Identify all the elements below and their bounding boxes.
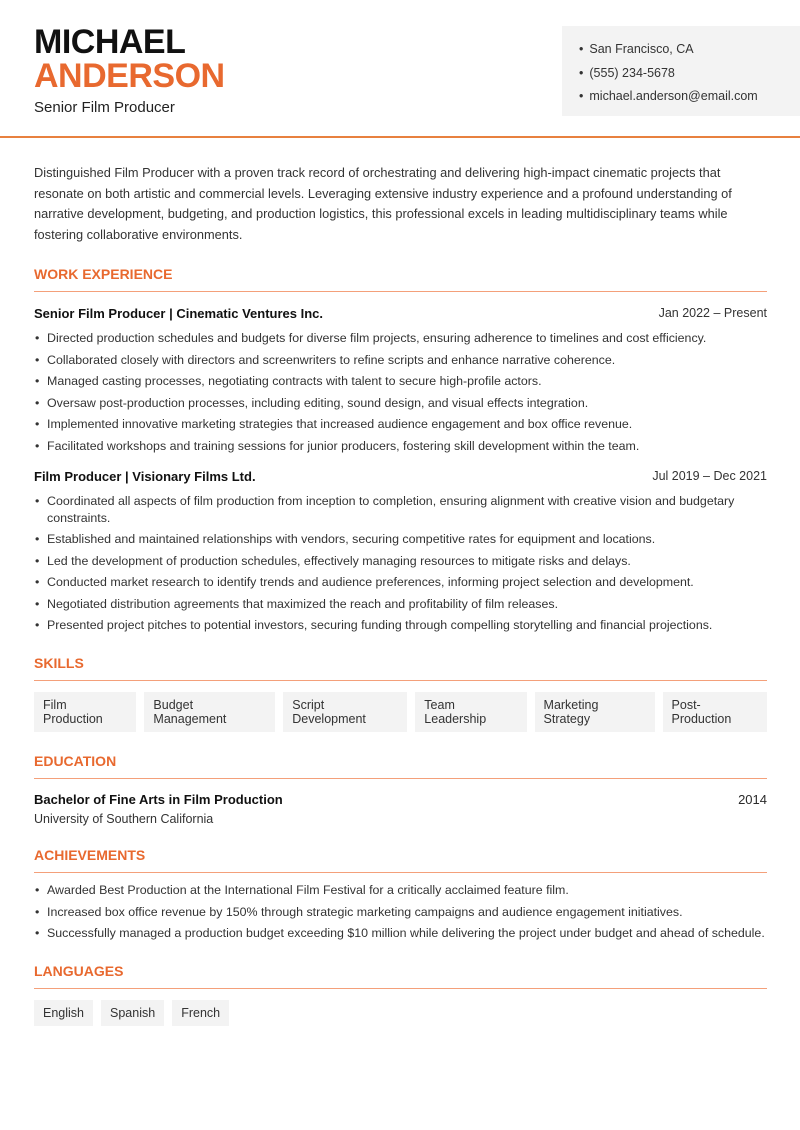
job-title: Senior Film Producer bbox=[34, 99, 175, 116]
list-item: • Coordinated all aspects of film production from inception to completion, ensuring alignment with creative vision and budgetary constraints. bbox=[34, 493, 767, 527]
contact-location: • San Francisco, CA bbox=[579, 38, 800, 62]
job-dates: Jul 2019 – Dec 2021 bbox=[652, 468, 767, 483]
contact-email: • michael.anderson@email.com bbox=[579, 85, 800, 109]
list-item: • Conducted market research to identify trends and audience preferences, informing project selection and development. bbox=[34, 574, 767, 591]
languages-list bbox=[34, 1000, 767, 1026]
job-header bbox=[34, 469, 767, 484]
list-item: • Increased box office revenue by 150% through strategic marketing campaigns and audience engagement initiatives. bbox=[34, 904, 767, 921]
list-item: • Directed production schedules and budgets for diverse film projects, ensuring adherence to timelines and cost efficiency. bbox=[34, 330, 767, 347]
degree: Bachelor of Fine Arts in Film Production bbox=[34, 792, 283, 808]
first-name: MICHAEL bbox=[34, 23, 186, 61]
section-title-education: EDUCATION bbox=[34, 753, 767, 779]
list-item: • Negotiated distribution agreements that maximized the reach and profitability of film releases. bbox=[34, 596, 767, 613]
education-entry bbox=[34, 792, 767, 807]
job-role: Senior Film Producer | Cinematic Ventures Inc. bbox=[34, 306, 323, 322]
job-dates: Jan 2022 – Present bbox=[658, 306, 767, 321]
list-item: • Awarded Best Production at the International Film Festival for a critically acclaimed feature film. bbox=[34, 882, 767, 899]
job-role: Film Producer | Visionary Films Ltd. bbox=[34, 468, 256, 484]
job-bullets bbox=[34, 330, 767, 455]
list-item: • Oversaw post-production processes, including editing, sound design, and visual effects integration. bbox=[34, 395, 767, 412]
list-item: • Established and maintained relationships with vendors, securing competitive rates for equipment and locations. bbox=[34, 531, 767, 548]
job-header bbox=[34, 306, 767, 321]
resume-header bbox=[0, 0, 800, 138]
list-item: • Presented project pitches to potential investors, securing funding through compelling storytelling and financial projections. bbox=[34, 617, 767, 634]
skill-tag: Team Leadership bbox=[415, 692, 526, 732]
job-bullets bbox=[34, 493, 767, 635]
skill-tag: Script Development bbox=[283, 692, 407, 732]
skill-tag: Marketing Strategy bbox=[535, 692, 655, 732]
list-item: • Led the development of production schedules, effectively managing resources to mitigate risks and delays. bbox=[34, 553, 767, 570]
skills-list bbox=[34, 692, 767, 732]
list-item: • Facilitated workshops and training sessions for junior producers, fostering skill development within the team. bbox=[34, 438, 767, 455]
skill-tag: Budget Management bbox=[144, 692, 275, 732]
contact-box bbox=[562, 26, 800, 116]
graduation-year: 2014 bbox=[738, 792, 767, 808]
summary: Distinguished Film Producer with a proven track record of orchestrating and delivering high-impact cinematic projects that resonate on both artistic and commercial levels. Leveraging extensive industry experience and a profound understanding of narrative development, budgeting, and production logistics, this professional excels in leading multidisciplinary teams while fostering collaborative environments. bbox=[34, 165, 732, 242]
language-tag: French bbox=[172, 1000, 229, 1026]
list-item: • Collaborated closely with directors and screenwriters to refine scripts and enhance narrative coherence. bbox=[34, 352, 767, 369]
section-title-achievements: ACHIEVEMENTS bbox=[34, 847, 767, 873]
skill-tag: Film Production bbox=[34, 692, 136, 732]
list-item: • Implemented innovative marketing strategies that increased audience engagement and box office revenue. bbox=[34, 416, 767, 433]
list-item: • Successfully managed a production budget exceeding $10 million while delivering the project under budget and ahead of schedule. bbox=[34, 925, 767, 942]
language-tag: Spanish bbox=[101, 1000, 164, 1026]
school: University of Southern California bbox=[34, 812, 214, 827]
list-item: • Managed casting processes, negotiating contracts with talent to secure high-profile actors. bbox=[34, 373, 767, 390]
language-tag: English bbox=[34, 1000, 93, 1026]
skill-tag: Post-Production bbox=[663, 692, 767, 732]
section-title-work: WORK EXPERIENCE bbox=[34, 266, 767, 292]
achievements-list bbox=[34, 882, 767, 942]
contact-phone: • (555) 234-5678 bbox=[579, 62, 800, 86]
last-name: ANDERSON bbox=[34, 57, 225, 95]
section-title-languages: LANGUAGES bbox=[34, 963, 767, 989]
section-title-skills: SKILLS bbox=[34, 655, 767, 681]
